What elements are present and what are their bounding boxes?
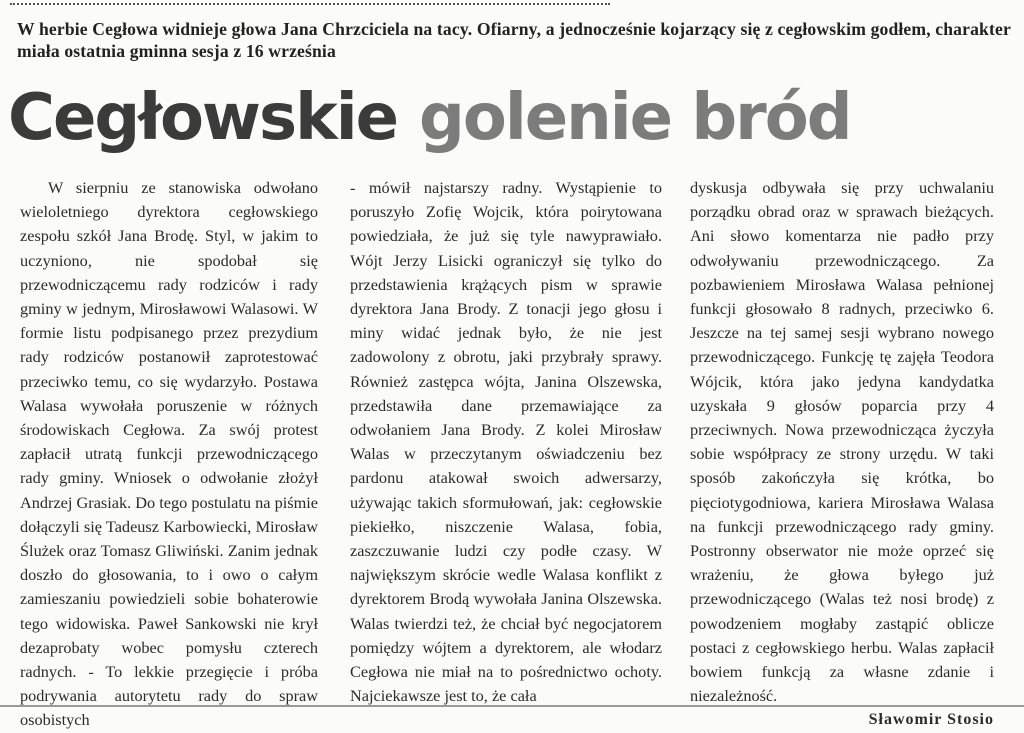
bottom-rule — [0, 705, 1024, 707]
headline-part-1: Cegłowskie — [8, 81, 398, 155]
article-lead: W herbie Cegłowa widnieje głowa Jana Chrzciciela na tacy. Ofiarny, a jednocześnie kojarzący się z cegłowskim godłem, charakter miała ostatnia gminna sesja z 16 września — [17, 19, 1011, 61]
article-byline: Sławomir Stosio — [868, 711, 994, 729]
column-1-text: W sierpniu ze stanowiska odwołano wieloletniego dyrektora cegłowskiego zespołu szkół Jana Brodę. Styl, w jakim to uczyniono, nie spodobał się przewodniczącemu rady rodziców i rady gminy w jednym, Mirosławowi Walasowi. W formie listu podpisanego przez prezydium rady rodziców postanowił zaprotestować przeciwko temu, co się wydarzyło. Postawa Walasa wywołała poruszenie w różnych środowiskach Cegłowa. Za swój protest zapłacił utratą funkcji przewodniczącego rady gminy. Wniosek o odwołanie złożył Andrzej Grasiak. Do tego postulatu na piśmie dołączyli się Tadeusz Karbowiecki, Mirosław Ślużek oraz Tomasz Gliwiński. Zanim jednak doszło do głosowania, to i owo o całym zamieszaniu powiedzieli sobie bohaterowie tego widowiska. Paweł Sankowski nie krył dezaprobaty wobec pomysłu czterech radnych. - To lekkie przegięcie i próba podrywania autorytetu rady do spraw osobistych — [20, 178, 318, 730]
article-column-1 — [20, 176, 318, 733]
article-column-2 — [350, 176, 662, 708]
article-headline — [8, 78, 1018, 158]
column-3-text: dyskusja odbywała się przy uchwalaniu porządku obrad oraz w sprawach bieżących. Ani słowo komentarza nie padło przy odwoływaniu przewodniczącego. Za pozbawieniem Mirosława Walasa pełnionej funkcji głosowało 8 radnych, przeciwko 6. Jeszcze na tej samej sesji wybrano nowego przewodniczącego. Funkcję tę zajęła Teodora Wójcik, która jako jedyna kandydatka uzyskała 9 głosów poparcia przy 4 przeciwnych. Nowa przewodnicząca życzyła sobie współpracy ze strony urzędu. W taki sposób zakończyła się krótka, bo pięciotygodniowa, kariera Mirosława Walasa na funkcji przewodniczącego rady gminy. Postronny obserwator nie może oprzeć się wrażeniu, że głowa byłego już przewodniczącego (Walas też nosi brodę) z powodzeniem mogłaby zastąpić oblicze postaci z cegłowskiego herbu. Walas zapłacił bowiem funkcją za własne zdanie i niezależność. — [690, 178, 994, 706]
column-2-text: - mówił najstarszy radny. Wystąpienie to poruszyło Zofię Wojcik, która poirytowana powiedziała, że już się tyle nawyprawiało. Wójt Jerzy Lisicki ograniczył się tylko do przedstawienia krążących pism w sprawie dyrektora Jana Brody. Z tonacji jego głosu i miny widać jednak było, że nie jest zadowolony z obrotu, jaki przybrały sprawy. Również zastępca wójta, Janina Olszewska, przedstawiła dane przemawiające za odwołaniem Jana Brody. Z kolei Mirosław Walas w przeczytanym oświadczeniu bez pardonu atakował swoich adwersarzy, używając takich sformułowań, jak: cegłowskie piekiełko, niszczenie Walasa, fobia, zaszczuwanie ludzi czy podłe czasy. W największym skrócie wedle Walasa konflikt z dyrektorem Brodą wywołała Janina Olszewska. Walas twierdzi też, że chciał być negocjatorem pomiędzy wójtem a dyrektorem, ale włodarz Cegłowa nie miał na to pośrednictwo ochoty. Najciekawsze jest to, że cała — [350, 178, 662, 706]
headline-part-2: golenie bród — [419, 81, 851, 155]
article-column-3 — [690, 176, 994, 733]
top-dotted-rule — [10, 3, 610, 5]
